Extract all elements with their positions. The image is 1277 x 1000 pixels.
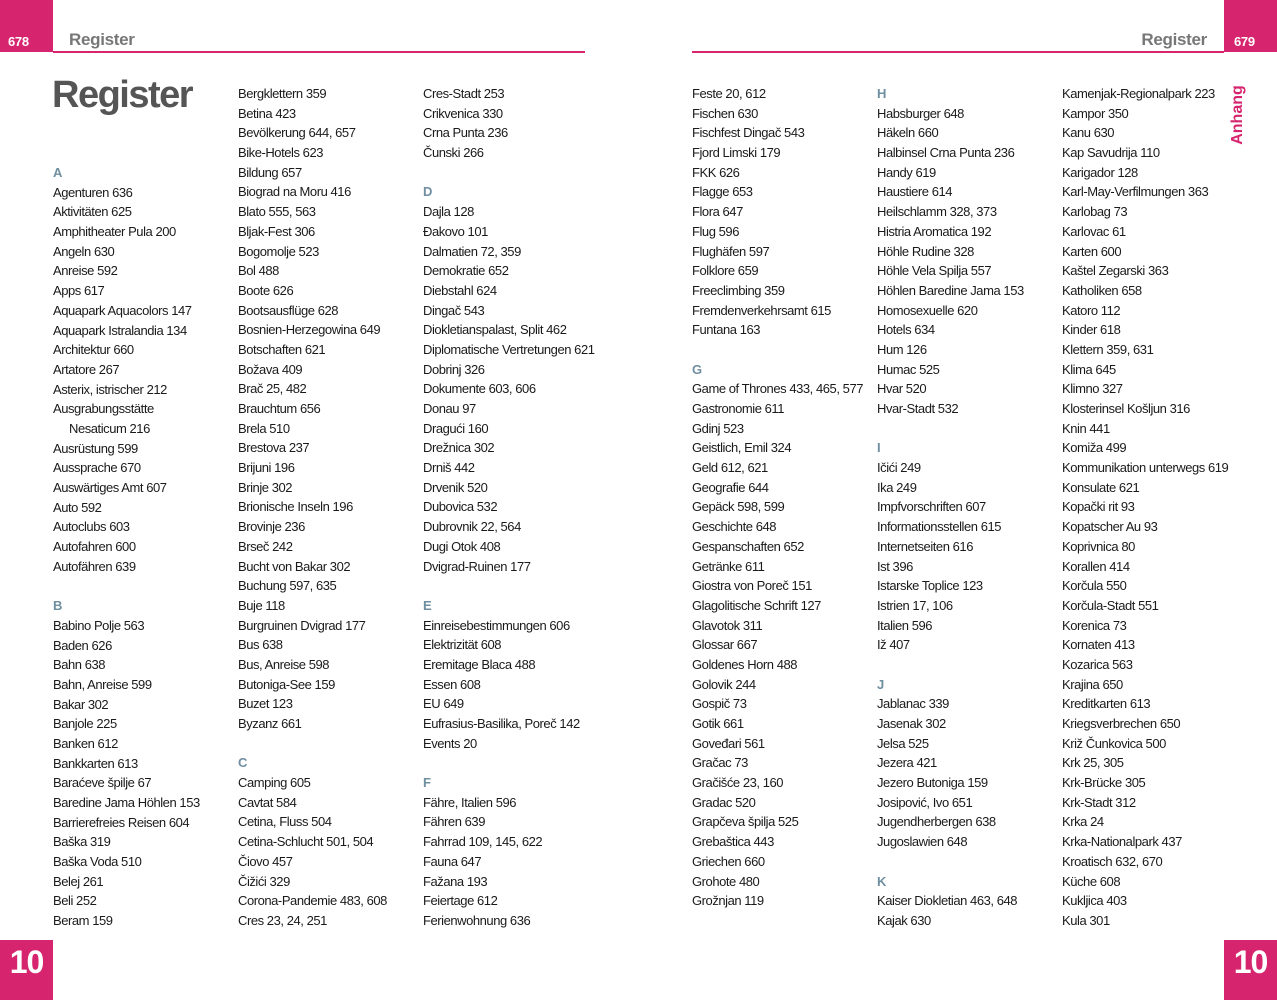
index-entry: Brovinje 236	[238, 519, 305, 535]
index-entry: Byzanz 661	[238, 716, 302, 731]
index-entry: Karlovac 61	[1062, 223, 1126, 239]
index-entry: Brijuni 196	[238, 460, 295, 476]
index-entry: Krka-Nationalpark 437	[1062, 834, 1182, 850]
index-entry: Freeclimbing 359	[692, 282, 785, 298]
index-column-1	[53, 163, 233, 931]
index-spacer	[238, 734, 418, 754]
index-entry: Flughäfen 597	[692, 243, 770, 259]
index-entry: Fähren 639	[423, 814, 485, 830]
index-entry: Aquapark Istralandia 134	[53, 322, 187, 338]
chapter-number-left: 10	[9, 944, 44, 980]
index-entry: Impfvorschriften 607	[877, 499, 986, 515]
index-entry: Barrierefreies Reisen 604	[53, 814, 190, 830]
index-letter-heading: D	[423, 184, 432, 200]
index-entry: Dubrovnik 22, 564	[423, 519, 521, 535]
index-entry: Internetseiten 616	[877, 538, 973, 554]
index-letter-heading: E	[423, 597, 432, 613]
index-entry: Geld 612, 621	[692, 460, 768, 476]
index-entry: Korčula-Stadt 551	[1062, 597, 1159, 613]
header-rule-right	[692, 51, 1224, 53]
index-entry: Ausrüstung 599	[53, 440, 138, 456]
index-entry: Knin 441	[1062, 420, 1110, 436]
index-entry: Bahn, Anreise 599	[53, 676, 152, 692]
index-entry: Bankkarten 613	[53, 755, 138, 771]
index-entry: Kroatisch 632, 670	[1062, 853, 1163, 869]
index-entry: Agenturen 636	[53, 184, 133, 200]
index-entry: Bildung 657	[238, 164, 302, 180]
index-entry: Folklore 659	[692, 263, 759, 279]
index-entry: Nesaticum 216	[69, 420, 150, 436]
index-entry: Boote 626	[238, 282, 294, 298]
index-entry: Fauna 647	[423, 853, 482, 869]
index-entry: Kreditkarten 613	[1062, 696, 1151, 712]
index-entry: Cetina-Schlucht 501, 504	[238, 834, 374, 850]
index-entry: Golovik 244	[692, 676, 756, 692]
index-entry: Gospič 73	[692, 696, 747, 712]
index-entry: Crikvenica 330	[423, 105, 503, 121]
index-entry: Katoro 112	[1062, 302, 1121, 318]
index-entry: Bol 488	[238, 263, 279, 279]
index-entry: Komiža 499	[1062, 440, 1127, 456]
index-entry: Donau 97	[423, 401, 476, 416]
index-entry: Autofähren 639	[53, 558, 136, 574]
index-entry: Flora 647	[692, 204, 743, 220]
index-spacer	[53, 576, 233, 596]
index-entry: Humac 525	[877, 361, 940, 377]
index-entry: Diokletianspalast, Split 462	[423, 322, 567, 338]
index-entry: Asterix, istrischer 212	[53, 381, 167, 397]
index-entry: Banken 612	[53, 735, 118, 751]
index-entry: Karten 600	[1062, 243, 1122, 259]
index-entry: Funtana 163	[692, 322, 761, 338]
index-entry: Betina 423	[238, 105, 296, 121]
index-entry: Jugendherbergen 638	[877, 814, 996, 830]
index-entry: Dingač 543	[423, 302, 485, 318]
index-entry: Ferienwohnung 636	[423, 912, 531, 928]
index-entry: Architektur 660	[53, 342, 134, 358]
index-entry: Anreise 592	[53, 263, 118, 279]
index-entry: Grapčeva špilja 525	[692, 814, 799, 830]
page-number-right: 679	[1234, 34, 1255, 49]
index-entry: Game of Thrones 433, 465, 577	[692, 381, 864, 397]
index-entry: Hvar 520	[877, 381, 927, 397]
index-entry: Baden 626	[53, 637, 112, 653]
index-entry: Čunski 266	[423, 145, 484, 161]
index-entry: Klimno 327	[1062, 381, 1123, 397]
index-entry: Kaštel Zegarski 363	[1062, 263, 1169, 279]
index-entry: Höhle Vela Spilja 557	[877, 263, 992, 279]
index-entry: Brionische Inseln 196	[238, 499, 353, 515]
index-entry: Bucht von Bakar 302	[238, 558, 351, 574]
index-entry: Gespanschaften 652	[692, 538, 804, 554]
index-entry: Bike-Hotels 623	[238, 145, 324, 161]
index-entry: Kamenjak-Regionalpark 223	[1062, 86, 1215, 101]
header-rule-left	[53, 51, 585, 53]
index-entry: Belej 261	[53, 873, 104, 889]
index-entry: Jugoslawien 648	[877, 834, 968, 850]
index-letter-heading: C	[238, 755, 247, 771]
index-entry: Fahrrad 109, 145, 622	[423, 834, 543, 850]
index-entry: Grožnjan 119	[692, 893, 764, 909]
index-entry: Autoclubs 603	[53, 519, 130, 535]
index-entry: Handy 619	[877, 164, 936, 180]
index-entry: Čižići 329	[238, 873, 290, 889]
index-entry: Botschaften 621	[238, 341, 326, 357]
index-entry: Cetina, Fluss 504	[238, 814, 332, 830]
chapter-tab-right	[1224, 940, 1277, 1000]
index-entry: Klosterinsel Košljun 316	[1062, 401, 1190, 416]
index-entry: Beram 159	[53, 913, 113, 929]
index-entry: Krajina 650	[1062, 676, 1123, 692]
index-entry: Babino Polje 563	[53, 617, 145, 633]
index-entry: Drežnica 302	[423, 440, 495, 456]
index-entry: Krk-Brücke 305	[1062, 775, 1146, 791]
index-entry: Katholiken 658	[1062, 282, 1142, 298]
index-entry: Hotels 634	[877, 322, 935, 338]
index-entry: Kopatscher Au 93	[1062, 519, 1158, 535]
index-column-2	[238, 84, 418, 931]
index-letter-heading: K	[877, 873, 886, 889]
index-entry: Heilschlamm 328, 373	[877, 204, 997, 220]
index-entry: Elektrizität 608	[423, 637, 502, 653]
index-letter-heading: F	[423, 775, 431, 791]
index-entry: Krk-Stadt 312	[1062, 794, 1136, 810]
index-entry: Buzet 123	[238, 696, 293, 712]
index-entry: Karlobag 73	[1062, 204, 1128, 220]
index-entry: Goldenes Horn 488	[692, 656, 798, 672]
index-entry: Buje 118	[238, 597, 285, 613]
index-entry: Gračišće 23, 160	[692, 775, 784, 791]
index-column-6	[1062, 84, 1242, 931]
index-entry: Glagolitische Schrift 127	[692, 597, 821, 613]
index-entry: Homosexuelle 620	[877, 302, 978, 318]
index-entry: Banjole 225	[53, 716, 117, 732]
index-column-4	[692, 84, 872, 911]
index-entry: Istrien 17, 106	[877, 597, 953, 613]
index-entry: Krk 25, 305	[1062, 755, 1124, 771]
index-entry: Dubovica 532	[423, 499, 498, 515]
index-entry: Fremdenverkehrsamt 615	[692, 302, 831, 318]
index-entry: Angeln 630	[53, 243, 115, 259]
index-entry: Gastronomie 611	[692, 401, 785, 416]
index-entry: Gotik 661	[692, 716, 744, 731]
index-entry: Brela 510	[238, 420, 290, 436]
index-entry: Getränke 611	[692, 558, 765, 574]
index-entry: Korčula 550	[1062, 578, 1127, 594]
index-entry: Bus 638	[238, 637, 283, 653]
index-spacer	[877, 655, 1057, 675]
page-number-left: 678	[8, 34, 29, 49]
index-entry: Autofahren 600	[53, 539, 136, 555]
index-entry: Aquapark Aquacolors 147	[53, 302, 192, 318]
index-entry: Josipović, Ivo 651	[877, 794, 973, 810]
index-entry: Brseč 242	[238, 538, 293, 554]
index-entry: Ist 396	[877, 558, 913, 574]
index-entry: Dajla 128	[423, 204, 474, 220]
index-entry: Feste 20, 612	[692, 86, 766, 101]
index-entry: Artatore 267	[53, 361, 120, 377]
index-letter-heading: B	[53, 598, 62, 614]
index-entry: Höhlen Baredine Jama 153	[877, 282, 1024, 298]
index-entry: Eremitage Blaca 488	[423, 656, 536, 672]
index-entry: Hum 126	[877, 341, 927, 357]
chapter-side-label-text: Anhang	[1229, 85, 1246, 145]
index-entry: Brauchtum 656	[238, 401, 321, 416]
index-entry: Feiertage 612	[423, 893, 498, 909]
index-entry: Dragući 160	[423, 420, 489, 436]
index-entry: Geistlich, Emil 324	[692, 440, 792, 456]
index-entry: Auswärtiges Amt 607	[53, 480, 167, 495]
index-entry: Kozarica 563	[1062, 656, 1133, 672]
index-entry: Križ Čunkovica 500	[1062, 735, 1166, 751]
index-entry: Kanu 630	[1062, 125, 1115, 141]
index-column-3	[423, 84, 603, 931]
index-entry: Habsburger 648	[877, 105, 964, 121]
index-entry: Häkeln 660	[877, 125, 939, 141]
chapter-tab-left	[0, 940, 53, 1000]
index-entry: Fähre, Italien 596	[423, 794, 517, 810]
index-entry: Korenica 73	[1062, 617, 1127, 633]
index-entry: Bosnien-Herzegowina 649	[238, 322, 381, 338]
index-spacer	[423, 163, 603, 183]
index-entry: Baška Voda 510	[53, 854, 142, 870]
index-entry: Bevölkerung 644, 657	[238, 125, 356, 141]
index-entry: Diebstahl 624	[423, 282, 497, 298]
page-tab-left	[0, 0, 53, 52]
index-entry: Giostra von Poreč 151	[692, 578, 812, 594]
index-entry: Gdinj 523	[692, 420, 744, 436]
index-entry: Jelsa 525	[877, 735, 929, 751]
index-entry: Bahn 638	[53, 657, 106, 673]
index-letter-heading: H	[877, 86, 886, 101]
index-spacer	[692, 340, 872, 360]
index-entry: Demokratie 652	[423, 263, 509, 279]
index-entry: Fažana 193	[423, 873, 488, 889]
index-entry: Bus, Anreise 598	[238, 656, 330, 672]
index-entry: Butoniga-See 159	[238, 676, 335, 692]
index-entry: Informationsstellen 615	[877, 519, 1002, 535]
page-title: Register	[52, 74, 193, 116]
index-entry: Glavotok 311	[692, 617, 763, 633]
index-entry: Gepäck 598, 599	[692, 499, 785, 515]
index-spacer	[423, 576, 603, 596]
index-entry: Apps 617	[53, 283, 105, 299]
index-entry: Dalmatien 72, 359	[423, 243, 521, 259]
index-entry: Einreisebestimmungen 606	[423, 617, 570, 633]
index-entry: Diplomatische Vertretungen 621	[423, 341, 595, 357]
index-entry: Jezero Butoniga 159	[877, 775, 988, 791]
index-entry: Baraćeve špilje 67	[53, 775, 152, 791]
index-entry: Ičići 249	[877, 460, 921, 476]
index-entry: Blato 555, 563	[238, 204, 316, 220]
index-entry: Auto 592	[53, 499, 102, 515]
chapter-number-right: 10	[1233, 944, 1268, 980]
index-entry: Grebaštica 443	[692, 834, 774, 850]
index-entry: FKK 626	[692, 164, 740, 180]
index-entry: Haustiere 614	[877, 184, 953, 200]
index-entry: Bootsausflüge 628	[238, 302, 339, 318]
index-entry: Baška 319	[53, 834, 111, 850]
index-entry: Istarske Toplice 123	[877, 578, 983, 594]
index-entry: Essen 608	[423, 676, 481, 692]
index-entry: Biograd na Moru 416	[238, 184, 351, 200]
index-entry: Gradac 520	[692, 794, 756, 810]
index-entry: Aussprache 670	[53, 460, 141, 476]
index-entry: Kornaten 413	[1062, 637, 1135, 653]
index-entry: Fischen 630	[692, 105, 758, 121]
index-entry: Crna Punta 236	[423, 125, 508, 141]
index-entry: Kampor 350	[1062, 105, 1129, 121]
index-entry: Höhle Rudine 328	[877, 243, 974, 259]
index-letter-heading: I	[877, 440, 881, 456]
index-entry: Jablanac 339	[877, 696, 949, 712]
index-entry: Dvigrad-Ruinen 177	[423, 558, 531, 574]
index-entry: Baredine Jama Höhlen 153	[53, 795, 200, 810]
index-entry: Aktivitäten 625	[53, 204, 132, 220]
index-entry: Gračac 73	[692, 755, 748, 771]
index-entry: Brestova 237	[238, 440, 310, 456]
running-head-left: Register	[69, 30, 135, 49]
index-entry: Eufrasius-Basilika, Poreč 142	[423, 716, 580, 731]
index-entry: Kinder 618	[1062, 322, 1121, 338]
index-entry: Cres-Stadt 253	[423, 86, 505, 101]
index-entry: Ausgrabungsstätte	[53, 401, 154, 417]
index-entry: Fischfest Dingač 543	[692, 125, 805, 141]
index-entry: Corona-Pandemie 483, 608	[238, 893, 387, 909]
index-letter-heading: G	[692, 361, 702, 377]
index-entry: Küche 608	[1062, 873, 1121, 889]
index-letter-heading: J	[877, 676, 884, 692]
index-entry: Kajak 630	[877, 912, 931, 928]
index-entry: Ika 249	[877, 479, 917, 495]
index-entry: Amphitheater Pula 200	[53, 224, 176, 240]
index-entry: Korallen 414	[1062, 558, 1130, 574]
index-entry: Drvenik 520	[423, 479, 488, 495]
index-entry: Kommunikation unterwegs 619	[1062, 460, 1229, 476]
index-entry: Bljak-Fest 306	[238, 223, 315, 239]
index-entry: Karl-May-Verfilmungen 363	[1062, 184, 1209, 200]
index-entry: Buchung 597, 635	[238, 578, 337, 594]
index-letter-heading: A	[53, 165, 62, 180]
index-entry: Kaiser Diokletian 463, 648	[877, 893, 1018, 909]
index-entry: Dugi Otok 408	[423, 538, 501, 554]
page-tab-right	[1224, 0, 1277, 52]
index-entry: Events 20	[423, 735, 477, 751]
index-entry: Bakar 302	[53, 696, 109, 712]
index-entry: Iž 407	[877, 637, 910, 653]
index-entry: Krka 24	[1062, 814, 1104, 830]
index-entry: Burgruinen Dvigrad 177	[238, 617, 366, 633]
index-entry: Klettern 359, 631	[1062, 341, 1154, 357]
index-entry: Flug 596	[692, 223, 739, 239]
index-entry: Halbinsel Crna Punta 236	[877, 145, 1015, 161]
index-entry: Brač 25, 482	[238, 381, 307, 397]
index-entry: Histria Aromatica 192	[877, 223, 992, 239]
index-entry: Bergklettern 359	[238, 86, 327, 101]
index-entry: Klima 645	[1062, 361, 1116, 377]
index-entry: Cavtat 584	[238, 794, 297, 810]
index-entry: Jezera 421	[877, 755, 937, 771]
index-spacer	[423, 753, 603, 773]
index-entry: EU 649	[423, 696, 464, 712]
index-entry: Čiovo 457	[238, 853, 293, 869]
index-spacer	[877, 852, 1057, 872]
index-entry: Đakovo 101	[423, 223, 488, 239]
index-entry: Kukljica 403	[1062, 893, 1127, 909]
index-entry: Jasenak 302	[877, 716, 946, 731]
index-entry: Koprivnica 80	[1062, 538, 1135, 554]
index-entry: Flagge 653	[692, 184, 753, 200]
index-entry: Beli 252	[53, 893, 97, 909]
index-entry: Kap Savudrija 110	[1062, 145, 1160, 161]
index-spacer	[877, 419, 1057, 439]
running-head-right: Register	[1141, 30, 1207, 49]
index-entry: Grohote 480	[692, 873, 760, 889]
index-entry: Kula 301	[1062, 912, 1110, 928]
index-entry: Camping 605	[238, 775, 311, 791]
index-entry: Goveđari 561	[692, 735, 765, 751]
index-entry: Fjord Limski 179	[692, 145, 781, 161]
index-entry: Kriegsverbrechen 650	[1062, 716, 1181, 731]
index-entry: Bogomolje 523	[238, 243, 319, 259]
index-entry: Konsulate 621	[1062, 479, 1140, 495]
index-entry: Italien 596	[877, 617, 933, 633]
index-entry: Griechen 660	[692, 853, 765, 869]
index-entry: Brinje 302	[238, 479, 293, 495]
index-entry: Glossar 667	[692, 637, 758, 653]
index-entry: Cres 23, 24, 251	[238, 912, 327, 928]
index-entry: Kopački rit 93	[1062, 499, 1135, 515]
index-entry: Geografie 644	[692, 479, 769, 495]
index-entry: Dokumente 603, 606	[423, 381, 536, 397]
index-entry: Hvar-Stadt 532	[877, 401, 959, 416]
index-entry: Božava 409	[238, 361, 303, 377]
index-column-5	[877, 84, 1057, 931]
index-entry: Geschichte 648	[692, 519, 777, 535]
index-entry: Karigador 128	[1062, 164, 1138, 180]
index-entry: Drniš 442	[423, 460, 475, 476]
index-entry: Dobrinj 326	[423, 361, 485, 377]
